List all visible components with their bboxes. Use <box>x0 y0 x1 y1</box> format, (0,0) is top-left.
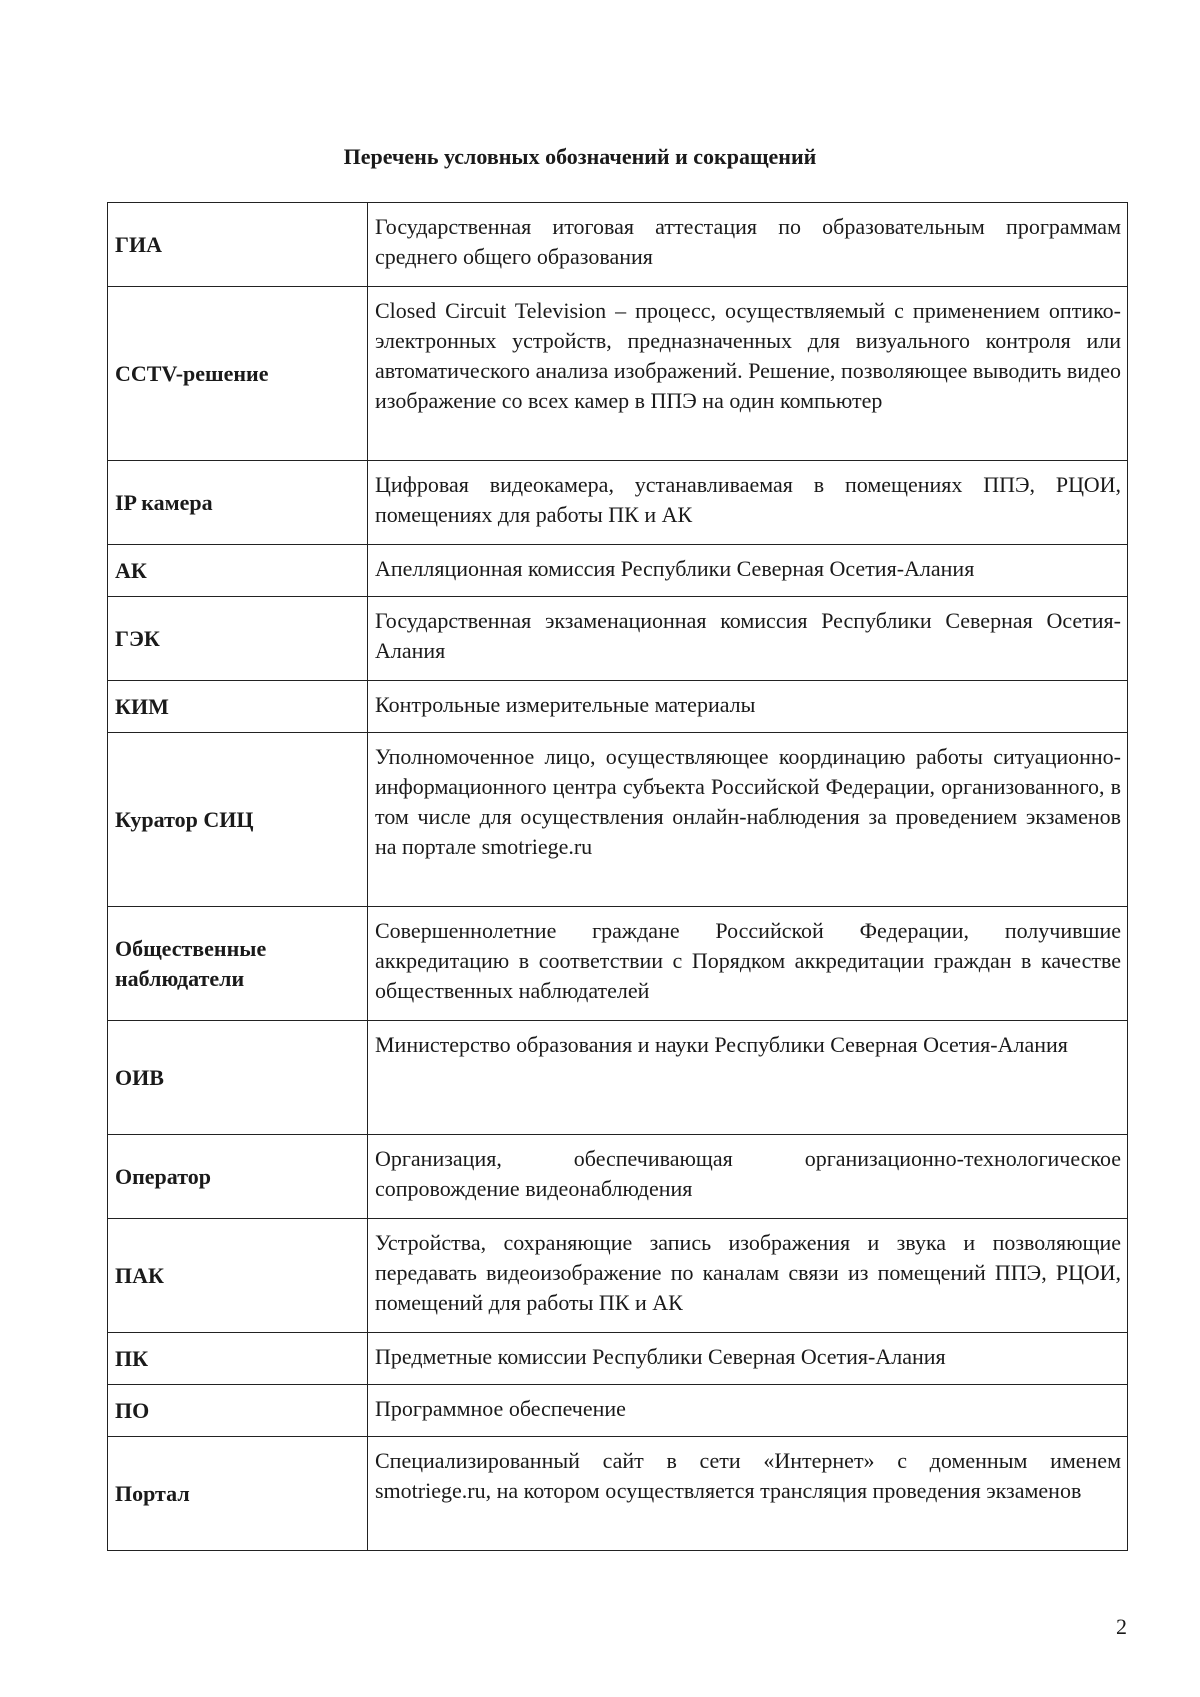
term-cell: ПК <box>108 1333 368 1385</box>
term-cell: IP камера <box>108 461 368 545</box>
definition-cell: Closed Circuit Television – процесс, осуществляемый с применением оптико-электронных устройств, предназначенных для визуального контроля или автоматического анализа изображений. Решение, позволяющее выводить видео изображение со всех камер в ППЭ на один компьютер <box>368 287 1128 461</box>
definition-cell: Контрольные измерительные материалы <box>368 681 1128 733</box>
table-row <box>108 597 1128 681</box>
term-cell: Куратор СИЦ <box>108 733 368 907</box>
table-row <box>108 1135 1128 1219</box>
definition-cell: Цифровая видеокамера, устанавливаемая в помещениях ППЭ, РЦОИ, помещениях для работы ПК и АК <box>368 461 1128 545</box>
definition-cell: Предметные комиссии Республики Северная Осетия-Алания <box>368 1333 1128 1385</box>
table-row <box>108 1437 1128 1551</box>
table-row <box>108 1385 1128 1437</box>
term-cell: Оператор <box>108 1135 368 1219</box>
table-row <box>108 681 1128 733</box>
definition-cell: Устройства, сохраняющие запись изображения и звука и позволяющие передавать видеоизображение по каналам связи из помещений ППЭ, РЦОИ, помещений для работы ПК и АК <box>368 1219 1128 1333</box>
term-cell: КИМ <box>108 681 368 733</box>
definition-cell: Совершеннолетние граждане Российской Федерации, получившие аккредитацию в соответствии с Порядком аккредитации граждан в качестве общественных наблюдателей <box>368 907 1128 1021</box>
definition-cell: Специализированный сайт в сети «Интернет» с доменным именем smotriege.ru, на котором осуществляется трансляция проведения экзаменов <box>368 1437 1128 1551</box>
definition-cell: Министерство образования и науки Республики Северная Осетия-Алания <box>368 1021 1128 1135</box>
table-row <box>108 1219 1128 1333</box>
term-cell: Портал <box>108 1437 368 1551</box>
table-row <box>108 907 1128 1021</box>
definition-cell: Организация, обеспечивающая организационно-технологическое сопровождение видеонаблюдения <box>368 1135 1128 1219</box>
term-cell: CCTV-решение <box>108 287 368 461</box>
definition-cell: Государственная итоговая аттестация по образовательным программам среднего общего образования <box>368 203 1128 287</box>
term-cell: ПАК <box>108 1219 368 1333</box>
table-row <box>108 733 1128 907</box>
term-cell: Общественные наблюдатели <box>108 907 368 1021</box>
term-cell: ПО <box>108 1385 368 1437</box>
page-number: 2 <box>1116 1614 1127 1639</box>
table-row <box>108 1333 1128 1385</box>
definition-cell: Программное обеспечение <box>368 1385 1128 1437</box>
abbreviations-table <box>107 202 1128 1551</box>
term-cell: ГЭК <box>108 597 368 681</box>
definition-cell: Уполномоченное лицо, осуществляющее координацию работы ситуационно-информационного центра субъекта Российской Федерации, организованного, в том числе для осуществления онлайн-наблюдения за проведением экзаменов на портале smotriege.ru <box>368 733 1128 907</box>
definition-cell: Государственная экзаменационная комиссия Республики Северная Осетия-Алания <box>368 597 1128 681</box>
table-row <box>108 1021 1128 1135</box>
page-title: Перечень условных обозначений и сокращений <box>343 144 817 169</box>
table-row <box>108 287 1128 461</box>
table-row <box>108 461 1128 545</box>
definition-cell: Апелляционная комиссия Республики Северная Осетия-Алания <box>368 545 1128 597</box>
table-row <box>108 203 1128 287</box>
term-cell: ОИВ <box>108 1021 368 1135</box>
term-cell: ГИА <box>108 203 368 287</box>
term-cell: АК <box>108 545 368 597</box>
table-row <box>108 545 1128 597</box>
